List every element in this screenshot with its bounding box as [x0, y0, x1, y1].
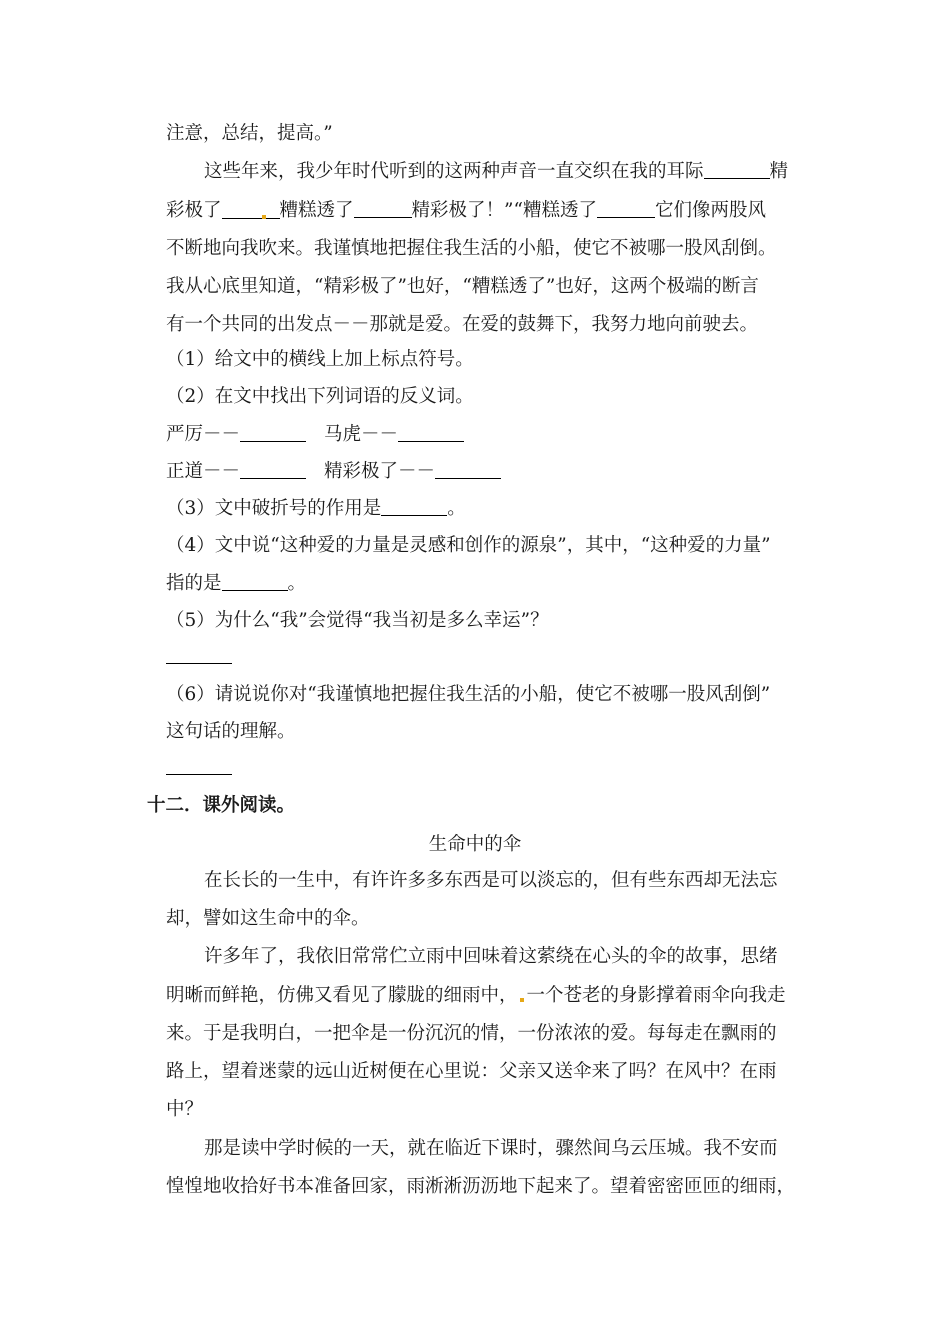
answer-line [166, 755, 232, 781]
question-5: （5）为什么“我”会觉得“我当初是多么幸运”？ [166, 610, 549, 631]
antonym-label: 精彩极了－－ [324, 461, 436, 482]
paragraph-line: 来。于是我明白，一把伞是一份沉沉的情，一份浓浓的爱。每每走在飘雨的 [166, 1023, 777, 1044]
question-4: （4）文中说“这种爱的力量是灵感和创作的源泉”，其中，“这种爱的力量” [166, 535, 771, 556]
text-segment: 糟糕透了 [279, 200, 354, 221]
paragraph-line: 那是读中学时候的一天，就在临近下课时，骤然间乌云压城。我不安而 [204, 1138, 778, 1159]
answer-blank[interactable] [222, 572, 288, 591]
marker-dot [262, 215, 266, 219]
paragraph-line: 注意，总结，提高。” [166, 123, 333, 144]
passage-title: 生命中的伞 [428, 834, 522, 855]
answer-blank[interactable] [398, 423, 464, 442]
text-segment: 彩极了 [166, 200, 222, 221]
answer-blank[interactable] [222, 200, 280, 219]
answer-blank[interactable] [704, 160, 770, 179]
antonym-row [166, 459, 501, 485]
text-segment: 这些年来，我少年时代听到的这两种声音一直交织在我的耳际 [204, 161, 704, 182]
paragraph-line: 在长长的一生中，有许许多多东西是可以淡忘的，但有些东西却无法忘 [204, 870, 778, 891]
question-4-cont [166, 571, 306, 597]
paragraph-line [204, 159, 788, 185]
paragraph-line: 我从心底里知道，“精彩极了”也好，“糟糕透了”也好，这两个极端的断言 [166, 276, 759, 297]
answer-blank[interactable] [354, 199, 412, 218]
answer-blank[interactable] [435, 460, 501, 479]
question-text: 。 [447, 498, 466, 519]
paragraph-line: 许多年了，我依旧常常伫立雨中回味着这萦绕在心头的伞的故事，思绪 [204, 946, 778, 967]
question-6: （6）请说说你对“我谨慎地把握住我生活的小船，使它不被哪一股风刮倒” [166, 684, 771, 705]
question-3 [166, 496, 466, 522]
paragraph-line: 有一个共同的出发点－－那就是爱。在爱的鼓舞下，我努力地向前驶去。 [166, 314, 759, 335]
paragraph-line [166, 983, 786, 1009]
question-text: 指的是 [166, 573, 222, 594]
antonym-row [166, 422, 464, 448]
text-segment: 精 [769, 161, 789, 182]
answer-blank[interactable] [166, 645, 232, 664]
text-segment: 它们像两股风 [654, 200, 766, 221]
answer-blank[interactable] [381, 497, 447, 516]
antonym-label: 严厉－－ [166, 424, 241, 445]
answer-blank[interactable] [240, 460, 306, 479]
paragraph-line: 不断地向我吹来。我谨慎地把握住我生活的小船，使它不被哪一股风刮倒。 [166, 238, 777, 259]
paragraph-line: 中？ [166, 1099, 204, 1120]
paragraph-line: 却，譬如这生命中的伞。 [166, 908, 370, 929]
question-text: 。 [287, 573, 307, 594]
section-heading: 十二．课外阅读。 [147, 795, 296, 816]
antonym-label: 马虎－－ [324, 424, 399, 445]
answer-line [166, 644, 232, 670]
answer-blank[interactable] [597, 199, 655, 218]
question-2: （2）在文中找出下列词语的反义词。 [166, 386, 474, 407]
paragraph-line [166, 198, 766, 224]
text-segment: 一个苍老的身影撑着雨伞向我走 [526, 985, 786, 1006]
answer-blank[interactable] [240, 423, 306, 442]
text-segment: 精彩极了！”“糟糕透了 [411, 200, 597, 221]
antonym-label: 正道－－ [166, 461, 241, 482]
question-1: （1）给文中的横线上加上标点符号。 [166, 349, 474, 370]
marker-dot [520, 998, 524, 1002]
answer-blank[interactable] [166, 756, 232, 775]
question-6-cont: 这句话的理解。 [166, 721, 296, 742]
paragraph-line: 路上，望着迷蒙的远山近树便在心里说：父亲又送伞来了吗？在风中？在雨 [166, 1061, 777, 1082]
text-segment: 明晰而鲜艳，仿佛又看见了朦胧的细雨中， [166, 985, 518, 1006]
paragraph-line: 惶惶地收拾好书本准备回家，雨淅淅沥沥地下起来了。望着密密匝匝的细雨， [166, 1176, 796, 1197]
question-text: （3）文中破折号的作用是 [166, 498, 382, 519]
